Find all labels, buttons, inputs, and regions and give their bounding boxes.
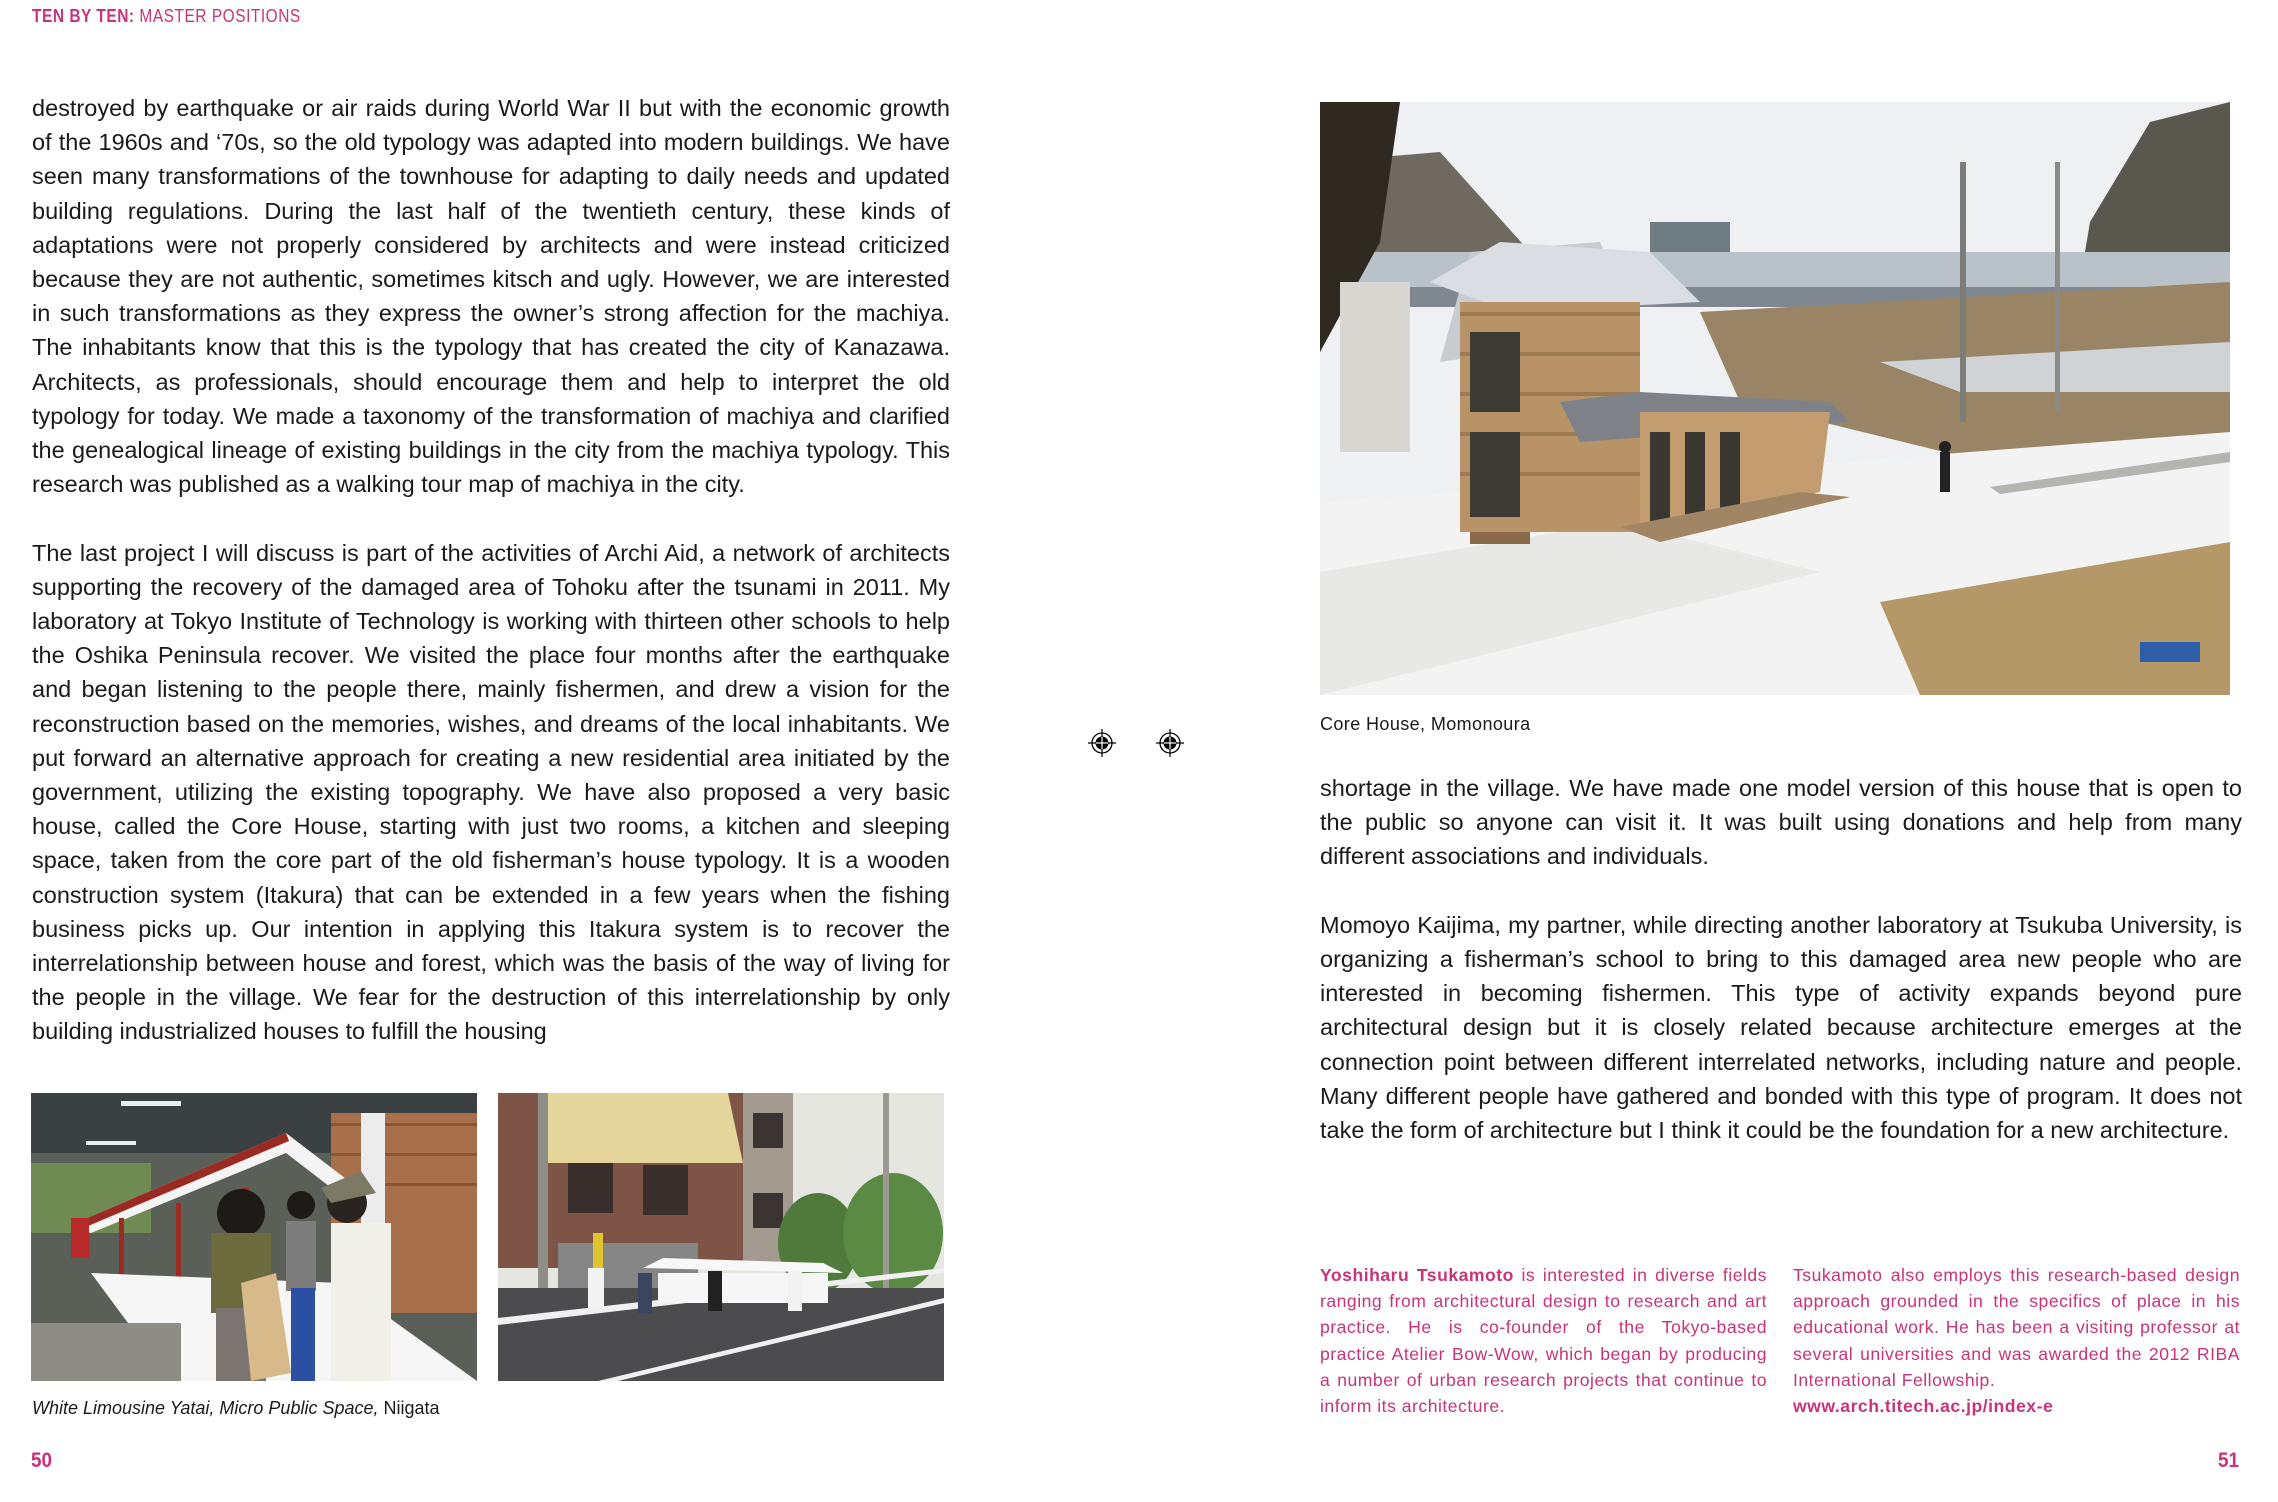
core-house-photo — [1320, 102, 2230, 695]
page-number-right: 51 — [2218, 1449, 2240, 1472]
bio-text: Tsukamoto also employs this research-based design approach grounded in the specifics of place in his educational work. He has been a visiting professor at several universities and was awarded the 2012 RIBA International Fellowship. — [1793, 1265, 2240, 1390]
photo-caption-right: Core House, Momonoura — [1320, 714, 1531, 734]
caption-location: Niigata — [378, 1398, 440, 1418]
running-head — [32, 6, 301, 27]
paragraph: destroyed by earthquake or air raids during World War II but with the economic growth of the 1960s and ‘70s, so the old typology was adapted into modern buildings. We have seen many transformations of the townhouse for adapting to daily needs and updated building regulations. During the last half of the twentieth century, these kinds of adaptations were not properly considered by architects and were instead criticized because they are not authentic, sometimes kitsch and ugly. However, we are interested in such transformations as they express the owner’s strong affection for the machiya. The inhabitants know that this is the typology that has created the city of Kanazawa. Architects, as professionals, should encourage them and help to interpret the old typology for today. We made a taxonomy of the transformation of machiya and clarified the genealogical lineage of existing buildings in the city from the machiya typology. This research was published as a walking tour map of machiya in the city. — [32, 95, 950, 498]
author-name: Yoshiharu Tsukamoto — [1320, 1265, 1514, 1285]
running-head-section: MASTER POSITIONS — [139, 6, 301, 26]
author-website-link[interactable]: www.arch.titech.ac.jp/index-e — [1793, 1396, 2054, 1417]
left-page-body — [32, 91, 950, 1049]
registration-mark-icon — [1155, 728, 1185, 758]
right-page-body — [1320, 771, 2242, 1147]
paragraph: The last project I will discuss is part of the activities of Archi Aid, a network of architects supporting the recovery of the damaged area of Tohoku after the tsunami in 2011. My laboratory at Tokyo Institute of Technology is working with thirteen other schools to help the Oshika Peninsula recover. We visited the place four months after the earthquake and began listening to the people there, mainly fishermen, and drew a vision for the reconstruction based on the memories, wishes, and dreams of the local inhabitants. We put forward an alternative approach for creating a new residential area initiated by the government, utilizing the existing topography. We have also proposed a very basic house, called the Core House, starting with just two rooms, a kitchen and sleeping space, taken from the core part of the old fisherman’s house typology. It is a wooden construction system (Itakura) that can be extended in a few years when the fishing business picks up. Our intention in applying this Itakura system is to recover the interrelationship between house and forest, which was the basis of the way of living for the people in the village. We fear for the destruction of this interrelationship by only building industrialized houses to fulfill the housing — [32, 539, 950, 1045]
page-number-left: 50 — [31, 1449, 53, 1472]
workshop-photo — [31, 1093, 477, 1381]
author-bio-column-2 — [1793, 1262, 2240, 1419]
photo-caption-left — [32, 1398, 440, 1419]
paragraph: Momoyo Kaijima, my partner, while directing another laboratory at Tsukuba University, is organizing a fisherman’s school to bring to this damaged area new people who are interested in becoming fishermen. This type of activity expands beyond pure architectural design but it is closely related because architecture emerges at the connection point between different interrelated networks, including nature and people. Many different people have gathered and bonded with this type of program. It does not take the form of architecture but I think it could be the foundation for a new architecture. — [1320, 911, 2242, 1144]
caption-title: White Limousine Yatai, Micro Public Space, — [32, 1398, 379, 1418]
running-head-series: TEN BY TEN: — [32, 6, 135, 26]
street-photo — [498, 1093, 944, 1381]
paragraph: shortage in the village. We have made one model version of this house that is open to the public so anyone can visit it. It was built using donations and help from many different associations and individuals. — [1320, 775, 2242, 870]
bio-text: is interested in diverse fields ranging from architectural design to research and art practice. He is co-founder of the Tokyo-based practice Atelier Bow-Wow, which began by producing a number of urban research projects that continue to inform its architecture. — [1320, 1265, 1767, 1417]
registration-mark-icon — [1087, 728, 1117, 758]
author-bio-column-1 — [1320, 1262, 1767, 1419]
